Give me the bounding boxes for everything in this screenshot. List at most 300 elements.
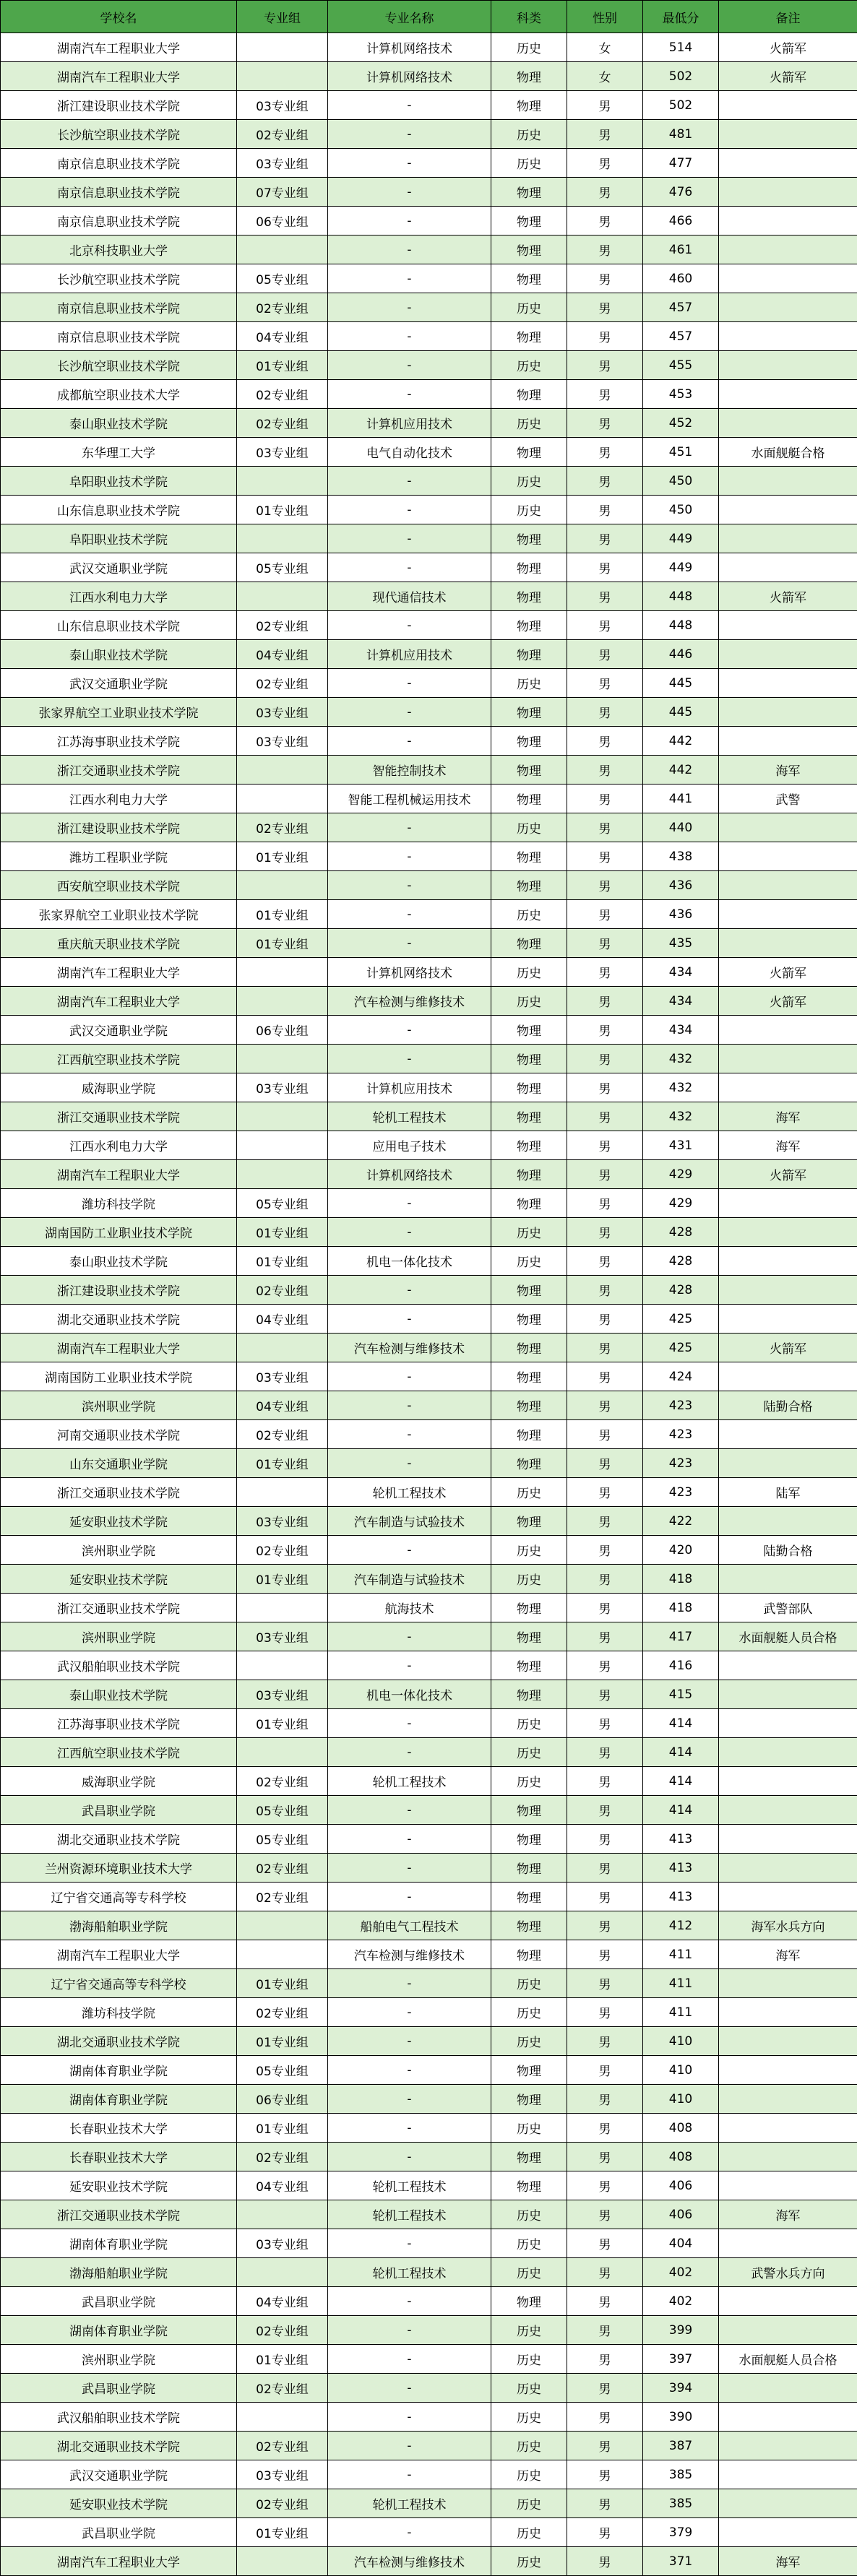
cell-remark <box>719 2171 857 2200</box>
header-remark: 备注 <box>719 1 857 33</box>
table-row <box>1 178 857 207</box>
cell-school: 武汉交通职业学院 <box>1 1016 237 1045</box>
cell-subject-type: 物理 <box>491 207 567 235</box>
table-row <box>1 1883 857 1911</box>
cell-school: 湖南体育职业学院 <box>1 2316 237 2345</box>
table-row <box>1 496 857 524</box>
cell-subject-type: 历史 <box>491 2432 567 2460</box>
cell-major-name: 计算机网络技术 <box>328 1160 491 1189</box>
table-row <box>1 2518 857 2547</box>
cell-subject-type: 物理 <box>491 1854 567 1883</box>
cell-min-score: 417 <box>643 1622 719 1651</box>
cell-min-score: 423 <box>643 1478 719 1507</box>
cell-remark <box>719 322 857 351</box>
cell-major-name: 船舶电气工程技术 <box>328 1911 491 1940</box>
cell-school: 长春职业技术大学 <box>1 2114 237 2143</box>
header-major-name: 专业名称 <box>328 1 491 33</box>
cell-school: 江西航空职业技术学院 <box>1 1738 237 1767</box>
cell-subject-type: 历史 <box>491 2258 567 2287</box>
cell-min-score: 448 <box>643 582 719 611</box>
cell-major-name: 应用电子技术 <box>328 1131 491 1160</box>
cell-major-name: 汽车制造与试验技术 <box>328 1507 491 1536</box>
cell-major-name: - <box>328 1536 491 1565</box>
cell-major-group <box>237 1131 328 1160</box>
cell-major-group: 02专业组 <box>237 1420 328 1449</box>
cell-school: 潍坊科技学院 <box>1 1189 237 1218</box>
header-gender: 性别 <box>567 1 643 33</box>
cell-subject-type: 历史 <box>491 1709 567 1738</box>
cell-min-score: 423 <box>643 1449 719 1478</box>
cell-remark: 海军 <box>719 756 857 785</box>
cell-gender: 男 <box>567 1478 643 1507</box>
table-row <box>1 611 857 640</box>
cell-subject-type: 历史 <box>491 2403 567 2432</box>
cell-min-score: 414 <box>643 1796 719 1825</box>
cell-remark <box>719 611 857 640</box>
cell-subject-type: 物理 <box>491 2056 567 2085</box>
cell-subject-type: 物理 <box>491 1305 567 1334</box>
table-row <box>1 1507 857 1536</box>
cell-subject-type: 历史 <box>491 2460 567 2489</box>
table-row <box>1 929 857 958</box>
cell-subject-type: 物理 <box>491 1507 567 1536</box>
cell-major-name: - <box>328 1045 491 1073</box>
table-row <box>1 1160 857 1189</box>
cell-school: 湖北交通职业技术学院 <box>1 1305 237 1334</box>
cell-major-group: 03专业组 <box>237 1622 328 1651</box>
cell-subject-type: 物理 <box>491 91 567 120</box>
cell-gender: 男 <box>567 900 643 929</box>
cell-major-name: - <box>328 1998 491 2027</box>
table-row <box>1 1825 857 1854</box>
cell-subject-type: 物理 <box>491 1160 567 1189</box>
cell-subject-type: 物理 <box>491 1622 567 1651</box>
cell-major-name: - <box>328 1796 491 1825</box>
cell-major-name: 机电一体化技术 <box>328 1247 491 1276</box>
table-row <box>1 2316 857 2345</box>
cell-major-group: 02专业组 <box>237 2316 328 2345</box>
cell-major-group: 05专业组 <box>237 264 328 293</box>
cell-gender: 男 <box>567 1305 643 1334</box>
table-row <box>1 1189 857 1218</box>
cell-gender: 男 <box>567 727 643 756</box>
cell-min-score: 481 <box>643 120 719 149</box>
cell-major-name: - <box>328 871 491 900</box>
cell-subject-type: 物理 <box>491 1016 567 1045</box>
cell-gender: 男 <box>567 2345 643 2374</box>
cell-gender: 男 <box>567 1362 643 1391</box>
cell-min-score: 423 <box>643 1391 719 1420</box>
table-row <box>1 2345 857 2374</box>
cell-gender: 男 <box>567 207 643 235</box>
cell-major-name: 轮机工程技术 <box>328 1478 491 1507</box>
cell-school: 武汉交通职业学院 <box>1 553 237 582</box>
cell-min-score: 432 <box>643 1073 719 1102</box>
cell-major-group: 02专业组 <box>237 611 328 640</box>
cell-remark <box>719 640 857 669</box>
cell-min-score: 442 <box>643 756 719 785</box>
table-row <box>1 322 857 351</box>
cell-major-name: - <box>328 1218 491 1247</box>
cell-major-name: - <box>328 2056 491 2085</box>
cell-subject-type: 历史 <box>491 1247 567 1276</box>
cell-school: 湖南汽车工程职业大学 <box>1 987 237 1016</box>
cell-remark <box>719 91 857 120</box>
cell-school: 湖南体育职业学院 <box>1 2229 237 2258</box>
cell-min-score: 371 <box>643 2547 719 2576</box>
cell-min-score: 414 <box>643 1709 719 1738</box>
cell-school: 湖南汽车工程职业大学 <box>1 2547 237 2576</box>
cell-min-score: 429 <box>643 1189 719 1218</box>
cell-gender: 男 <box>567 582 643 611</box>
cell-subject-type: 历史 <box>491 2229 567 2258</box>
cell-major-group <box>237 871 328 900</box>
cell-remark: 海军 <box>719 1940 857 1969</box>
cell-school: 江西航空职业技术学院 <box>1 1045 237 1073</box>
cell-school: 滨州职业学院 <box>1 2345 237 2374</box>
table-row <box>1 409 857 438</box>
cell-remark <box>719 727 857 756</box>
cell-school: 滨州职业学院 <box>1 1391 237 1420</box>
cell-min-score: 476 <box>643 178 719 207</box>
cell-school: 江苏海事职业技术学院 <box>1 1709 237 1738</box>
cell-major-group: 02专业组 <box>237 409 328 438</box>
cell-major-group <box>237 1045 328 1073</box>
cell-major-group <box>237 2200 328 2229</box>
cell-subject-type: 历史 <box>491 2547 567 2576</box>
cell-school: 浙江交通职业技术学院 <box>1 756 237 785</box>
cell-major-name: - <box>328 1883 491 1911</box>
table-row <box>1 2432 857 2460</box>
cell-major-group: 03专业组 <box>237 1507 328 1536</box>
cell-remark <box>719 149 857 178</box>
cell-school: 江西水利电力大学 <box>1 1131 237 1160</box>
cell-major-group: 01专业组 <box>237 1247 328 1276</box>
cell-major-group: 02专业组 <box>237 2143 328 2171</box>
cell-major-name: - <box>328 1449 491 1478</box>
cell-remark <box>719 351 857 380</box>
cell-major-name: - <box>328 929 491 958</box>
cell-gender: 男 <box>567 1767 643 1796</box>
table-row <box>1 467 857 496</box>
cell-gender: 男 <box>567 1940 643 1969</box>
cell-school: 江西水利电力大学 <box>1 582 237 611</box>
table-row <box>1 2403 857 2432</box>
cell-remark: 火箭军 <box>719 1334 857 1362</box>
cell-major-name: 计算机应用技术 <box>328 640 491 669</box>
table-row <box>1 2547 857 2576</box>
cell-school: 张家界航空工业职业技术学院 <box>1 900 237 929</box>
cell-major-group <box>237 2403 328 2432</box>
cell-school: 浙江建设职业技术学院 <box>1 91 237 120</box>
cell-major-name: - <box>328 149 491 178</box>
cell-subject-type: 物理 <box>491 611 567 640</box>
cell-subject-type: 物理 <box>491 178 567 207</box>
cell-school: 南京信息职业技术学院 <box>1 322 237 351</box>
cell-major-group: 02专业组 <box>237 1536 328 1565</box>
cell-subject-type: 物理 <box>491 553 567 582</box>
cell-major-name: - <box>328 2432 491 2460</box>
cell-min-score: 402 <box>643 2287 719 2316</box>
table-header-row <box>1 1 857 33</box>
cell-min-score: 436 <box>643 871 719 900</box>
cell-major-name: - <box>328 322 491 351</box>
cell-major-name: - <box>328 467 491 496</box>
cell-major-name: - <box>328 1391 491 1420</box>
cell-gender: 男 <box>567 1651 643 1680</box>
cell-school: 延安职业技术学院 <box>1 1507 237 1536</box>
cell-min-score: 424 <box>643 1362 719 1391</box>
table-row <box>1 264 857 293</box>
cell-gender: 男 <box>567 2374 643 2403</box>
cell-subject-type: 物理 <box>491 2171 567 2200</box>
cell-min-score: 450 <box>643 496 719 524</box>
cell-school: 延安职业技术学院 <box>1 1565 237 1594</box>
cell-subject-type: 物理 <box>491 785 567 813</box>
cell-major-name: - <box>328 1420 491 1449</box>
cell-subject-type: 物理 <box>491 929 567 958</box>
cell-major-group: 01专业组 <box>237 2027 328 2056</box>
cell-gender: 男 <box>567 553 643 582</box>
cell-gender: 男 <box>567 1449 643 1478</box>
cell-subject-type: 历史 <box>491 2518 567 2547</box>
cell-gender: 男 <box>567 1045 643 1073</box>
table-row <box>1 842 857 871</box>
cell-min-score: 420 <box>643 1536 719 1565</box>
table-row <box>1 958 857 987</box>
cell-major-group: 02专业组 <box>237 1767 328 1796</box>
cell-subject-type: 历史 <box>491 987 567 1016</box>
cell-school: 渤海船舶职业学院 <box>1 2258 237 2287</box>
table-row <box>1 1651 857 1680</box>
cell-subject-type: 物理 <box>491 1102 567 1131</box>
cell-min-score: 385 <box>643 2489 719 2518</box>
cell-major-group <box>237 1738 328 1767</box>
cell-remark <box>719 2027 857 2056</box>
cell-remark <box>719 1651 857 1680</box>
cell-major-name: - <box>328 2114 491 2143</box>
cell-school: 湖北交通职业技术学院 <box>1 2432 237 2460</box>
cell-major-group: 03专业组 <box>237 91 328 120</box>
table-row <box>1 987 857 1016</box>
cell-school: 湖南国防工业职业技术学院 <box>1 1362 237 1391</box>
cell-min-score: 418 <box>643 1565 719 1594</box>
table-row <box>1 1449 857 1478</box>
cell-remark <box>719 1969 857 1998</box>
cell-remark: 海军 <box>719 2547 857 2576</box>
cell-gender: 女 <box>567 33 643 62</box>
header-major-group: 专业组 <box>237 1 328 33</box>
cell-major-name: - <box>328 1622 491 1651</box>
cell-gender: 男 <box>567 611 643 640</box>
cell-school: 泰山职业技术学院 <box>1 1680 237 1709</box>
cell-gender: 男 <box>567 2287 643 2316</box>
table-row <box>1 2171 857 2200</box>
cell-gender: 男 <box>567 1680 643 1709</box>
table-row <box>1 2027 857 2056</box>
cell-major-group: 03专业组 <box>237 1680 328 1709</box>
cell-major-group: 01专业组 <box>237 842 328 871</box>
table-row <box>1 1102 857 1131</box>
cell-min-score: 434 <box>643 958 719 987</box>
cell-remark <box>719 2403 857 2432</box>
table-row <box>1 871 857 900</box>
cell-major-name: 汽车检测与维修技术 <box>328 987 491 1016</box>
cell-school: 湖南汽车工程职业大学 <box>1 958 237 987</box>
cell-gender: 男 <box>567 2316 643 2345</box>
cell-major-name: - <box>328 2143 491 2171</box>
cell-school: 浙江建设职业技术学院 <box>1 1276 237 1305</box>
cell-gender: 男 <box>567 1565 643 1594</box>
cell-gender: 男 <box>567 322 643 351</box>
cell-subject-type: 物理 <box>491 1276 567 1305</box>
cell-major-name: 汽车检测与维修技术 <box>328 1940 491 1969</box>
cell-school: 武汉船舶职业技术学院 <box>1 1651 237 1680</box>
cell-school: 江西水利电力大学 <box>1 785 237 813</box>
cell-min-score: 448 <box>643 611 719 640</box>
cell-subject-type: 物理 <box>491 1420 567 1449</box>
table-row <box>1 1045 857 1073</box>
cell-school: 浙江交通职业技术学院 <box>1 1478 237 1507</box>
table-row <box>1 1622 857 1651</box>
cell-min-score: 397 <box>643 2345 719 2374</box>
cell-remark: 水面舰艇人员合格 <box>719 1622 857 1651</box>
cell-school: 延安职业技术学院 <box>1 2171 237 2200</box>
cell-remark <box>719 2518 857 2547</box>
cell-gender: 男 <box>567 2518 643 2547</box>
cell-gender: 男 <box>567 467 643 496</box>
cell-gender: 男 <box>567 1622 643 1651</box>
cell-school: 河南交通职业技术学院 <box>1 1420 237 1449</box>
cell-subject-type: 物理 <box>491 2143 567 2171</box>
cell-min-score: 428 <box>643 1276 719 1305</box>
cell-major-group: 03专业组 <box>237 1362 328 1391</box>
cell-min-score: 452 <box>643 409 719 438</box>
table-row <box>1 1796 857 1825</box>
cell-remark <box>719 467 857 496</box>
cell-gender: 男 <box>567 235 643 264</box>
cell-school: 张家界航空工业职业技术学院 <box>1 698 237 727</box>
table-row <box>1 1680 857 1709</box>
cell-major-name: - <box>328 1189 491 1218</box>
cell-subject-type: 物理 <box>491 1045 567 1073</box>
cell-subject-type: 物理 <box>491 2085 567 2114</box>
cell-remark <box>719 1449 857 1478</box>
cell-school: 威海职业学院 <box>1 1073 237 1102</box>
cell-major-group: 02专业组 <box>237 293 328 322</box>
cell-school: 山东信息职业技术学院 <box>1 496 237 524</box>
cell-subject-type: 历史 <box>491 900 567 929</box>
cell-gender: 男 <box>567 785 643 813</box>
cell-gender: 男 <box>567 2547 643 2576</box>
cell-remark <box>719 871 857 900</box>
cell-major-name: 机电一体化技术 <box>328 1680 491 1709</box>
cell-remark <box>719 900 857 929</box>
header-min-score: 最低分 <box>643 1 719 33</box>
cell-gender: 男 <box>567 1594 643 1622</box>
cell-subject-type: 历史 <box>491 2316 567 2345</box>
cell-major-group <box>237 1594 328 1622</box>
cell-remark <box>719 2374 857 2403</box>
cell-subject-type: 历史 <box>491 1565 567 1594</box>
cell-gender: 男 <box>567 2403 643 2432</box>
cell-subject-type: 历史 <box>491 1478 567 1507</box>
cell-major-name: - <box>328 698 491 727</box>
cell-remark <box>719 1247 857 1276</box>
cell-major-name: - <box>328 1362 491 1391</box>
cell-major-group: 03专业组 <box>237 727 328 756</box>
cell-min-score: 413 <box>643 1854 719 1883</box>
table-row <box>1 1131 857 1160</box>
cell-min-score: 457 <box>643 293 719 322</box>
cell-school: 重庆航天职业技术学院 <box>1 929 237 958</box>
cell-min-score: 416 <box>643 1651 719 1680</box>
cell-major-name: - <box>328 842 491 871</box>
table-row <box>1 1767 857 1796</box>
cell-major-group: 02专业组 <box>237 1276 328 1305</box>
cell-remark <box>719 1276 857 1305</box>
cell-major-name: 智能工程机械运用技术 <box>328 785 491 813</box>
cell-major-name: - <box>328 727 491 756</box>
cell-major-name: - <box>328 351 491 380</box>
cell-major-name: - <box>328 2460 491 2489</box>
cell-major-group: 02专业组 <box>237 2432 328 2460</box>
cell-min-score: 445 <box>643 698 719 727</box>
cell-school: 浙江交通职业技术学院 <box>1 1102 237 1131</box>
cell-major-group <box>237 2547 328 2576</box>
cell-major-group: 03专业组 <box>237 2460 328 2489</box>
cell-gender: 男 <box>567 149 643 178</box>
cell-major-name: 轮机工程技术 <box>328 2200 491 2229</box>
cell-major-group: 02专业组 <box>237 813 328 842</box>
cell-subject-type: 历史 <box>491 669 567 698</box>
cell-min-score: 425 <box>643 1334 719 1362</box>
cell-remark <box>719 1738 857 1767</box>
table-row <box>1 727 857 756</box>
cell-remark <box>719 1305 857 1334</box>
cell-gender: 男 <box>567 264 643 293</box>
cell-gender: 男 <box>567 1218 643 1247</box>
cell-min-score: 406 <box>643 2171 719 2200</box>
cell-gender: 男 <box>567 1131 643 1160</box>
cell-min-score: 399 <box>643 2316 719 2345</box>
cell-major-name: - <box>328 1651 491 1680</box>
table-row <box>1 2287 857 2316</box>
cell-min-score: 390 <box>643 2403 719 2432</box>
cell-gender: 男 <box>567 1276 643 1305</box>
cell-subject-type: 历史 <box>491 2114 567 2143</box>
cell-remark <box>719 409 857 438</box>
cell-gender: 男 <box>567 813 643 842</box>
cell-gender: 男 <box>567 669 643 698</box>
cell-major-group <box>237 785 328 813</box>
cell-school: 江苏海事职业技术学院 <box>1 727 237 756</box>
cell-major-name: 轮机工程技术 <box>328 1767 491 1796</box>
cell-remark: 海军 <box>719 1131 857 1160</box>
cell-min-score: 514 <box>643 33 719 62</box>
cell-min-score: 460 <box>643 264 719 293</box>
cell-min-score: 413 <box>643 1883 719 1911</box>
table-row <box>1 1940 857 1969</box>
cell-remark <box>719 2143 857 2171</box>
cell-major-group: 02专业组 <box>237 1883 328 1911</box>
cell-major-name: - <box>328 264 491 293</box>
table-row <box>1 1305 857 1334</box>
cell-remark: 武警 <box>719 785 857 813</box>
table-row <box>1 1218 857 1247</box>
cell-major-group <box>237 1478 328 1507</box>
cell-gender: 女 <box>567 62 643 91</box>
